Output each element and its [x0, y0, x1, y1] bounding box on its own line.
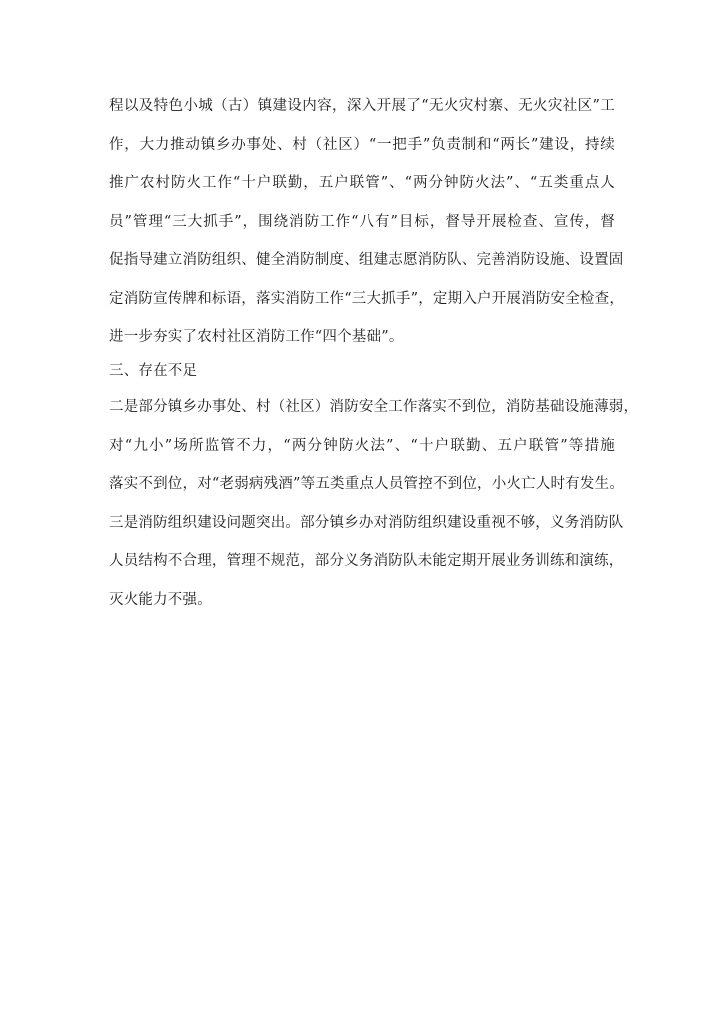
text-line: 对“九小”场所监管不力，“两分钟防火法”、“十户联勤、五户联管”等措施 — [109, 438, 615, 454]
text-line: 员”管理“三大抓手”，围绕消防工作“八有”目标，督导开展检查、宣传，督 — [109, 214, 615, 230]
text-line: 三是消防组织建设问题突出。部分镇乡办对消防组织建设重视不够，义务消防队 — [109, 515, 624, 531]
text-line: 作，大力推动镇乡办事处、村（社区）“一把手”负责制和“两长”建设，持续 — [109, 137, 615, 153]
text-line: 促指导建立消防组织、健全消防制度、组建志愿消防队、完善消防设施、设置固 — [109, 252, 624, 268]
section-heading: 三、存在不足 — [109, 363, 198, 379]
text-line: 推广农村防火工作“十户联勤，五户联管”、“两分钟防火法”、“五类重点人 — [109, 175, 615, 191]
text-line: 二是部分镇乡办事处、村（社区）消防安全工作落实不到位，消防基础设施薄弱， — [109, 399, 639, 415]
text-line: 落实不到位，对“老弱病残酒”等五类重点人员管控不到位，小火亡人时有发生。 — [109, 476, 625, 492]
text-line: 人员结构不合理，管理不规范，部分义务消防队未能定期开展业务训练和演练， — [109, 553, 624, 569]
text-line: 定消防宣传牌和标语，落实消防工作“三大抓手”，定期入户开展消防安全检查， — [109, 291, 625, 307]
text-line: 程以及特色小城（古）镇建设内容，深入开展了“无火灾村寨、无火灾社区”工 — [109, 98, 615, 114]
text-line: 进一步夯实了农村社区消防工作“四个基础”。 — [109, 329, 404, 345]
text-line: 灭火能力不强。 — [109, 592, 212, 608]
